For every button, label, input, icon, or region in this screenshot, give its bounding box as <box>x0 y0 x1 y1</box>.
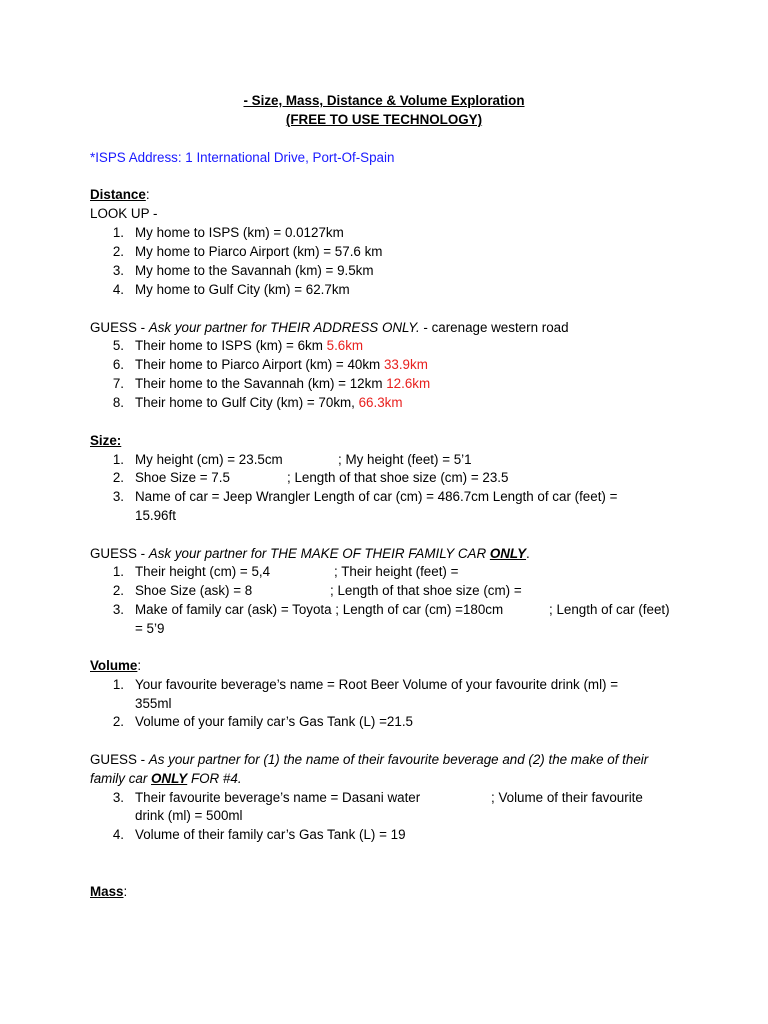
lookup-label: LOOK UP - <box>90 206 158 221</box>
document-title: - Size, Mass, Distance & Volume Exploration <box>243 93 525 108</box>
list-item-continuation: = 5’9 <box>135 621 165 636</box>
isps-address: *ISPS Address: 1 International Drive, Port-Of-Spain <box>90 150 395 165</box>
size-guess-instruction: GUESS - Ask your partner for THE MAKE OF THEIR FAMILY CAR ONLY. <box>90 546 530 561</box>
volume-guess-instruction: GUESS - As your partner for (1) the name of their favourite beverage and (2) the make of their <box>90 752 649 767</box>
list-item-continuation: drink (ml) = 500ml <box>135 808 243 823</box>
list-item-continuation: 355ml <box>135 696 172 711</box>
document-subtitle: (FREE TO USE TECHNOLOGY) <box>285 112 483 127</box>
volume-guess-instruction-cont: family car ONLY FOR #4. <box>90 771 242 786</box>
list-item-continuation: 15.96ft <box>135 508 176 523</box>
mass-heading: Mass: <box>90 884 128 899</box>
distance-guess-instruction: GUESS - Ask your partner for THEIR ADDRESS ONLY. - carenage western road <box>90 320 569 335</box>
volume-heading: Volume: <box>90 658 142 673</box>
distance-heading: Distance: <box>90 187 150 202</box>
size-heading: Size: <box>90 433 122 448</box>
